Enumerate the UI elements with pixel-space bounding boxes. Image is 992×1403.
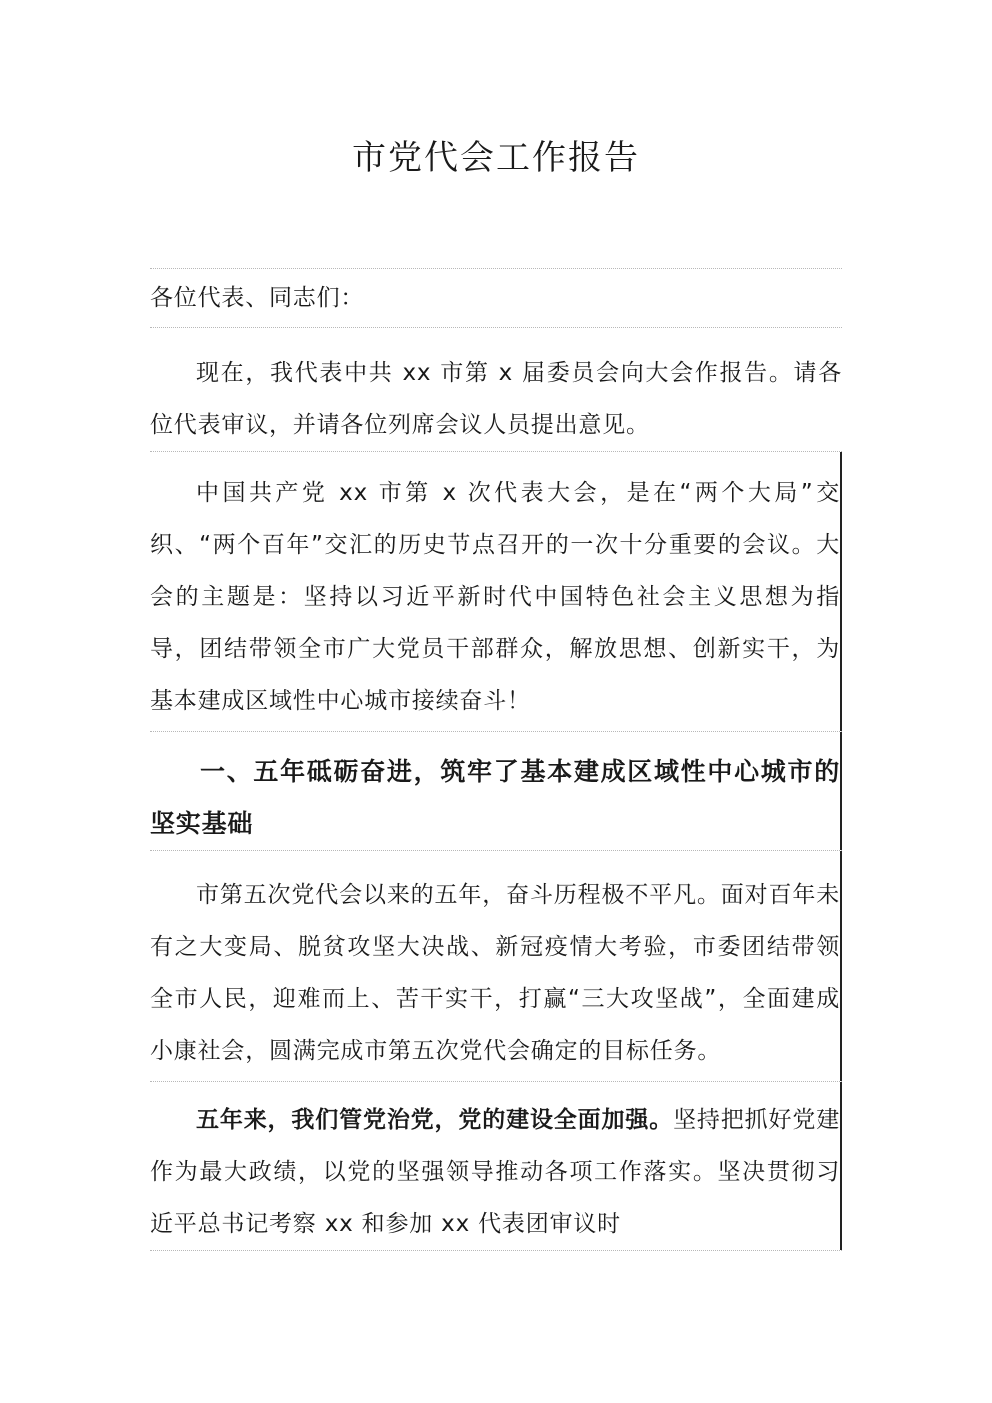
document-title: 市党代会工作报告 — [352, 138, 640, 178]
divider — [150, 1250, 842, 1251]
greeting: 各位代表、同志们： — [150, 285, 365, 311]
paragraph-five-years: 市第五次党代会以来的五年，奋斗历程极不平凡。面对百年未有之大变局、脱贫攻坚大决战、新冠疫情大考验，市委团结带领全市人民，迎难而上、苦干实干，打赢“三大攻坚战”，全面建成小康社会，圆满完成市第五次党代会确定的目标任务。 — [150, 851, 842, 1081]
paragraph-party-building — [150, 1082, 842, 1250]
paragraph-opening: 现在，我代表中共 xx 市第 x 届委员会向大会作报告。请各位代表审议，并请各位列席会议人员提出意见。 — [150, 360, 842, 438]
paragraph-lead-sentence: 五年来，我们管党治党，党的建设全面加强。 — [196, 1107, 674, 1133]
document-body — [150, 268, 842, 1251]
paragraph-text: 坚持把抓好党建作为最大政绩，以党的坚强领导推动各项工作落实。坚决贯彻习近平总书记考察 xx 和参加 xx 代表团审议时 — [150, 1107, 840, 1237]
section-heading-1: 一、五年砥砺奋进，筑牢了基本建成区域性中心城市的坚实基础 — [150, 732, 842, 850]
paragraph-congress-theme: 中国共产党 xx 市第 x 次代表大会，是在“两个大局”交织、“两个百年”交汇的历史节点召开的一次十分重要的会议。大会的主题是：坚持以习近平新时代中国特色社会主义思想为指导，团结带领全市广大党员干部群众，解放思想、创新实干，为基本建成区域性中心城市接续奋斗！ — [150, 452, 842, 731]
